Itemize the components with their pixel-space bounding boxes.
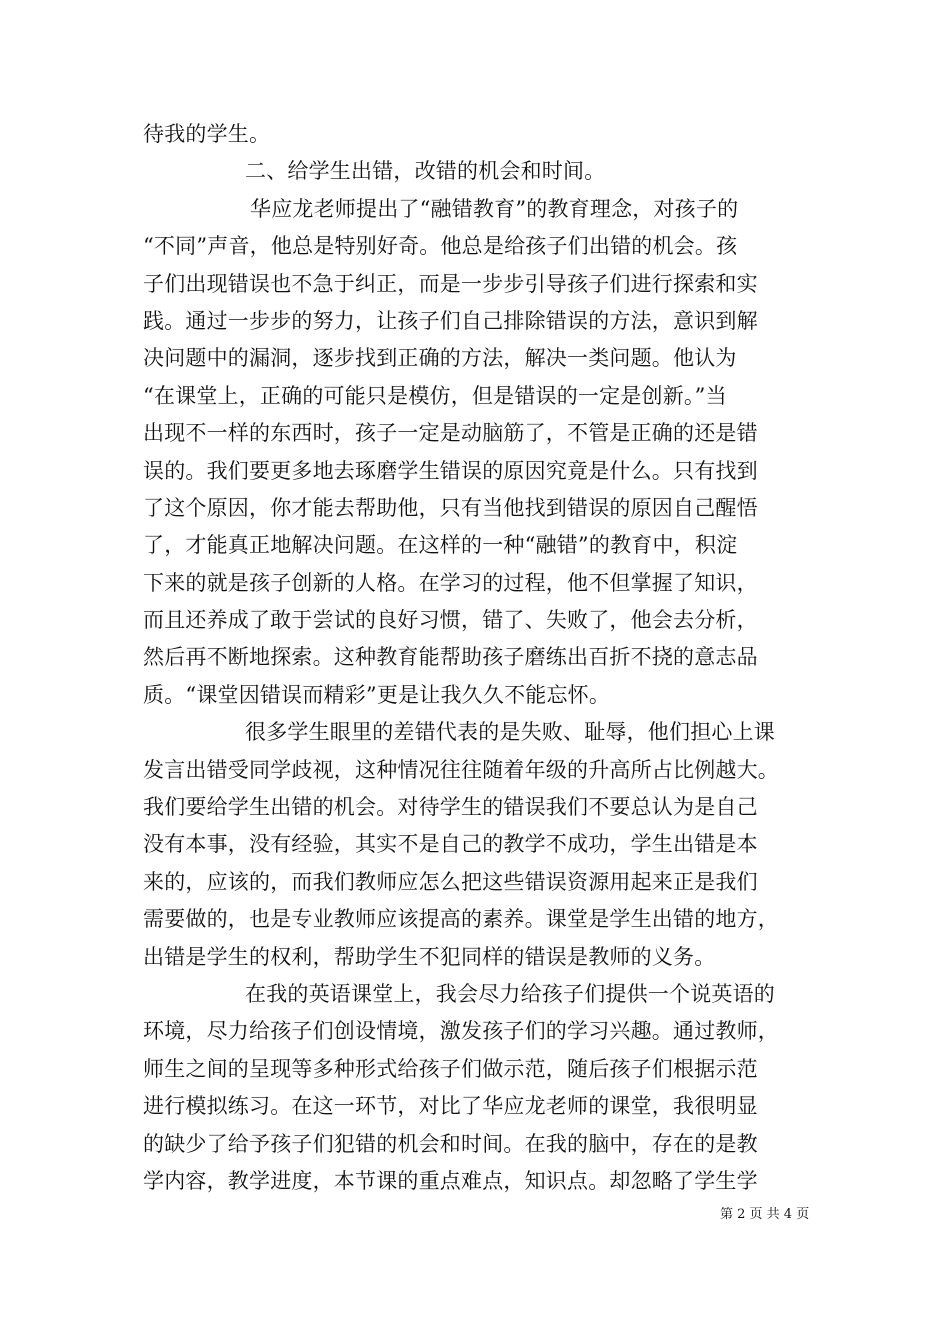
paragraph-start: 在我的英语课堂上，我会尽力给孩子们提供一个说英语的 (245, 981, 775, 1006)
text-line: 待我的学生。 (143, 122, 271, 146)
text-line: 环境，尽力给孩子们创设情境，激发孩子们的学习兴趣。通过教师， (143, 1019, 779, 1044)
body-text (143, 116, 813, 1200)
text-line: 的缺少了给予孩子们犯错的机会和时间。在我的脑中，存在的是教 (143, 1131, 758, 1156)
text-line: 了这个原因，你才能去帮助他，只有当他找到错误的原因自己醒悟 (143, 495, 758, 520)
text-line: 来的，应该的，而我们教师应怎么把这些错误资源用起来正是我们 (143, 869, 758, 894)
paragraph-start: 很多学生眼里的差错代表的是失败、耻辱，他们担心上课 (245, 720, 775, 745)
text-line: 决问题中的漏洞，逐步找到正确的方法，解决一类问题。他认为 (143, 346, 737, 371)
text-line: 学内容，教学进度，本节课的重点难点，知识点。却忽略了学生学 (143, 1168, 758, 1193)
text-line: 践。通过一步步的努力，让孩子们自己排除错误的方法，意识到解 (143, 308, 758, 333)
paragraph-start: 华应龙老师提出了“融错教育”的教育理念，对孩子的 (250, 196, 739, 221)
text-line: 进行模拟练习。在这一环节，对比了华应龙老师的课堂，我很明显 (143, 1094, 758, 1119)
text-line: “在课堂上，正确的可能只是模仿，但是错误的一定是创新。”当 (143, 383, 727, 408)
page-number: 第 2 页 共 4 页 (720, 1207, 810, 1222)
text-line: 发言出错受同学歧视，这种情况往往随着年级的升高所占比例越大。 (143, 757, 779, 782)
text-line: 出错是学生的权利，帮助学生不犯同样的错误是教师的义务。 (143, 944, 716, 969)
text-line: 需要做的，也是专业教师应该提高的素养。课堂是学生出错的地方， (143, 907, 779, 932)
text-line: 没有本事，没有经验，其实不是自己的教学不成功，学生出错是本 (143, 832, 758, 857)
text-line: 我们要给学生出错的机会。对待学生的错误我们不要总认为是自己 (143, 795, 758, 820)
text-line: 然后再不断地探索。这种教育能帮助孩子磨练出百折不挠的意志品 (143, 645, 758, 670)
text-line: “不同”声音，他总是特别好奇。他总是给孩子们出错的机会。孩 (143, 234, 738, 259)
text-line: 师生之间的呈现等多种形式给孩子们做示范，随后孩子们根据示范 (143, 1056, 758, 1081)
section-heading: 二、给学生出错，改错的机会和时间。 (245, 159, 606, 184)
text-line: 而且还养成了敢于尝试的良好习惯，错了、失败了，他会去分析， (143, 608, 758, 633)
text-line: 出现不一样的东西时，孩子一定是动脑筋了，不管是正确的还是错 (143, 421, 758, 446)
text-line: 误的。我们要更多地去琢磨学生错误的原因究竟是什么。只有找到 (143, 458, 758, 483)
text-line: 质。“课堂因错误而精彩”更是让我久久不能忘怀。 (143, 682, 611, 707)
text-line: 了，才能真正地解决问题。在这样的一种“融错”的教育中，积淀 (143, 533, 738, 558)
text-line: 子们出现错误也不急于纠正，而是一步步引导孩子们进行探索和实 (143, 271, 758, 296)
text-line: 下来的就是孩子创新的人格。在学习的过程，他不但掌握了知识， (143, 570, 758, 595)
